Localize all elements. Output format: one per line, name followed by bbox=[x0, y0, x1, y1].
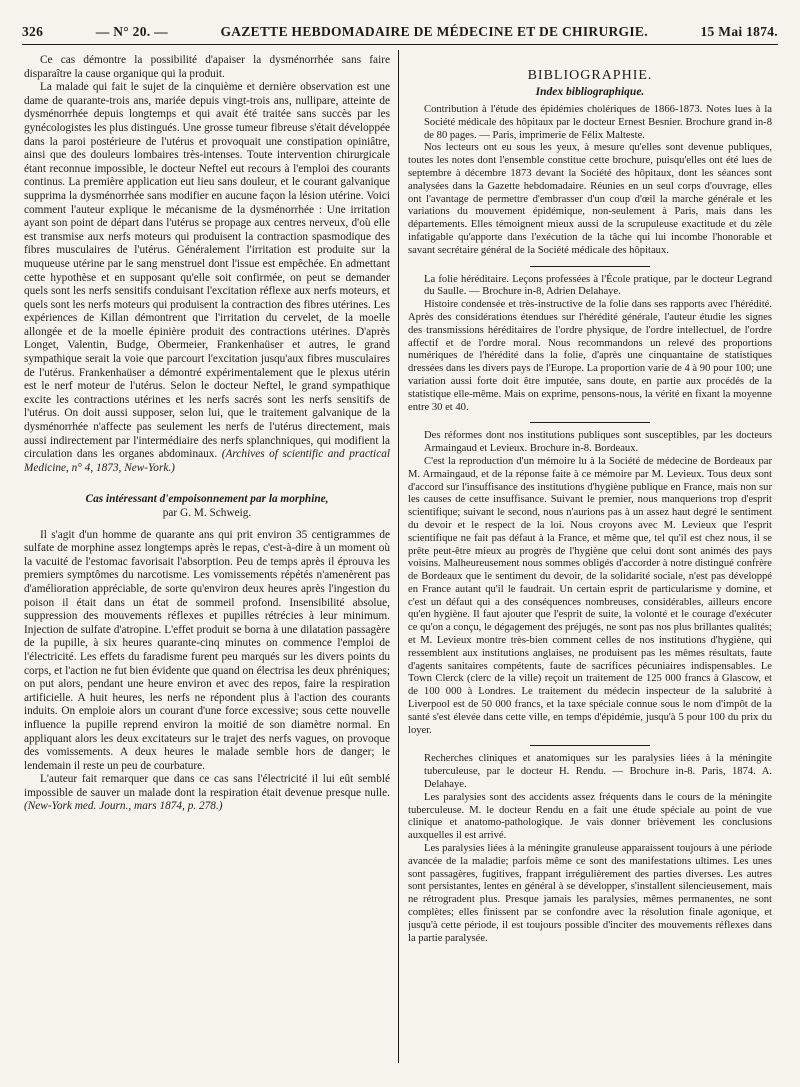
entry-body: Histoire condensée et très-instructive de la folie dans ses rapports avec l'hérédité. Après des considérations étendues sur l'hérédité générale, l'auteur étudie les signes des transmissions héréditaires de l'ordre physique, de l'ordre intellectuel, de l'ordre affectif et de l'ordre moral. Nous recommandons un relevé des proportions numériques de l'hérédité dans la folie, d'après une cinquantaine de statistiques dressées dans les divers pays de l'Europe. La proportion varie de 4 à 90 pour 100; une variation aussi forte doit être imputée, sans doute, en partie aux procédés de la statistique elle-même. Mais on exprime, pensons-nous, la vérité en fixant la moyenne entre 30 et 40. bbox=[408, 299, 772, 413]
entry-body: Les paralysies sont des accidents assez fréquents dans le cours de la méningite tuberculeuse. M. le docteur Rendu en a fait une étude spéciale au point de vue clinique et anatomo-pathologique. Je vais donner brièvement les conclusions auxquelles il est arrivé. bbox=[408, 791, 772, 842]
paragraph-text: L'auteur fait remarquer que dans ce cas sans l'électricité il lui eût semblé impossible de sauver un malade dont la respiration était devenue presque nulle. bbox=[24, 773, 390, 799]
entry-heading: Des réformes dont nos institutions publiques sont susceptibles, par les docteurs Armaingaud et Levieux. Brochure in-8. Bordeaux. bbox=[424, 430, 772, 455]
entry-body: Les paralysies liées à la méningite granuleuse apparaissent toujours à une période avancée de la maladie; parfois même ce sont des manifestations ultimes. Les unes sont passagères, fugitives, frappant irrégulièrement des parties diverses. Les autres sont persistantes, lentes en général à se développer, s'installent silencieusement, mais ne rétrogradent plus. Presque jamais les paralysies, mêmes permanentes, ne sont complètes; elles finissent par se confondre avec la résolution finale agonique, et jusqu'à cette période, il est toujours possible d'inciter des mouvements réflexes dans la partie paralysée. bbox=[408, 843, 772, 944]
paragraph: Ce cas démontre la possibilité d'apaiser la dysménorrhée sans faire disparaître la cause organique qui la produit. bbox=[24, 54, 390, 80]
section-title: BIBLIOGRAPHIE. bbox=[527, 68, 653, 83]
paragraph bbox=[24, 773, 390, 814]
entry-heading: Recherches cliniques et anatomiques sur les paralysies liées à la méningite tuberculeuse, par le docteur H. Rendu. — Brochure in-8. Paris, 1874. A. Delahaye. bbox=[424, 753, 772, 791]
entry-body: Nos lecteurs ont eu sous les yeux, à mesure qu'elles sont devenue publiques, toutes les notes dont l'ensemble constitue cette brochure, puisqu'elles ont été lues de septembre à décembre 1873 devant la Société des hôpitaux, dont les séances sont analysées dans la Gazette hebdomadaire. Réunies en un seul corps d'ouvrage, elles ont l'avantage de permettre d'embrasser d'un coup d'œil la marche générale et les variations du mouvement épidémique, non-seulement à Paris, mais dans les départements. Elles témoignent mieux aussi de la scrupuleuse exactitude et du zèle infatigable qu'apporte dans l'exécution de la tâche qui lui incombe l'honorable et savant secrétaire général de la Société médicale des hôpitaux. bbox=[408, 142, 772, 256]
column-divider bbox=[398, 50, 399, 1063]
entry-heading: Contribution à l'étude des épidémies cholériques de 1866-1873. Notes lues à la Société médicale des hôpitaux par le docteur Ernest Besnier. Brochure grand in-8 de 80 pages. — Paris, imprimerie de Félix Malteste. bbox=[424, 104, 772, 141]
issue-number: — N° 20. — bbox=[95, 24, 168, 39]
entry-heading: La folie héréditaire. Leçons professées à l'École pratique, par le docteur Legrand du Saulle. — Brochure in-8, Adrien Delahaye. bbox=[424, 273, 772, 298]
left-column bbox=[24, 54, 390, 1069]
article-title: Cas intéressant d'empoisonnement par la morphine, bbox=[85, 493, 329, 506]
paragraph: Il s'agit d'un homme de quarante ans qui prit environ 35 centigrammes de sulfate de morphine assez longtemps après le repas, c'est-à-dire à un moment où la vacuité de l'estomac favorisait l'absorption. Peu de temps après il éprouva les premiers symptômes du narcotisme. Les vomissements répétés n'amenèrent pas d'amélioration appréciable, de sorte qu'environ deux heures après l'ingestion du poison il était dans un état de sommeil profond. Insensibilité absolue, suppression des mouvements réflexes et pupilles rétrécies à leur minimum. Injection de sulfate d'atropine. L'effet produit se borna à une dilatation passagère de la pupille, à six heures quarante-cinq minutes on commence l'emploi de l'électricité. Les effets du faradisme furent peu marqués sur les divers points du corps, et l'action ne fut bien évidente que quand on électrisa les deux phréniques; on put alors, pendant une heure environ et avec des repos, faire la respiration artificielle. A huit heures, les nerfs ne répondent plus à l'action des courants induits. On emploie alors un courant d'une force excessive; sous cette nouvelle influence la pupille reprend environ la moitié de son diamètre normal. En appliquant alors les deux excitateurs sur le trajet des nerfs vagues, on provoque des vomissements. A deux heures le malade semble hors de danger; le lendemain il reste un peu de courbature. bbox=[24, 528, 390, 772]
issue-date: 15 Mai 1874. bbox=[700, 24, 778, 39]
reference: (New-York med. Journ., mars 1874, p. 278.) bbox=[24, 800, 223, 813]
header-rule bbox=[22, 44, 778, 45]
right-column bbox=[408, 54, 772, 1069]
article-author: par G. M. Schweig. bbox=[162, 507, 252, 519]
entry-separator bbox=[530, 422, 650, 423]
paragraph-text: La malade qui fait le sujet de la cinquième et dernière observation est une dame de quarante-trois ans, mariée depuis vingt-trois ans, nullipare, atteinte de dysménorrhée depuis longtemps et qui avait été traitée sans succès par les gynécologistes les plus distingués. Une grosse tumeur fibreuse s'était développée dans la paroi postérieure de l'utérus et provoquait une constipation opiniâtre, ainsi que des douleurs lombaires très-intenses. Toute intervention chirurgicale étant reconnue impossible, le docteur Neftel eut recours à l'emploi des courants continus. La première application eut lieu sans douleur, et le courant galvanique supprima la dysménorrhée sans modifier en aucune façon la lésion utérine. Voici comment l'auteur explique le mécanisme de la dysménorrhée : Une irritation ayant son point de départ dans l'utérus se propage aux centres nerveux, d'où elle est transmise aux nerfs moteurs qui produisent la contraction spasmodique des fibres musculaires de l'utérus. Généralement l'irritation est produite sur la muqueuse utérine par le sang menstruel dont l'issue est empêchée. En admettant cette hypothèse et en supposant qu'elle soit confirmée, on peut se demander quels sont les nerfs sensitifs conduisant l'excitation réflexe aux nerfs moteurs, et quels sont les nerfs moteurs qui produisent la contraction des fibres utérines. Les expériences de Killan démontrent que l'irritation du cervelet, de la moelle allongée et de la moelle épinière produit des contractions utérines. D'après Longet, Valentin, Budge, Obermeier, Frankenhaüser et autres, le grand sympathique serait la voie que parcourt l'excitation jusqu'aux fibres musculaires de l'utérus. Frankenhaüser a démontré expérimentalement que le plexus utérin est le nerf moteur de l'utérus. Selon le docteur Neftel, le grand sympathique excite les contractions utérines et les nerfs sacrés sont les nerfs sensitifs de l'utérus. On doit aussi supposer, selon lui, que le traitement galvanique de la dysménorrhée n'affecte pas seulement les nerfs de l'utérus directement, mais aussi indirectement par l'intermédiaire des nerfs splanchniques, qui modifient la circulation dans les organes abdominaux. bbox=[24, 81, 390, 461]
entry-separator bbox=[530, 266, 650, 267]
section-subtitle: Index bibliographique. bbox=[535, 86, 645, 98]
journal-title: GAZETTE HEBDOMADAIRE DE MÉDECINE ET DE CHIRURGIE. bbox=[220, 24, 648, 39]
page-number: 326 bbox=[22, 24, 44, 39]
page-header bbox=[22, 24, 778, 42]
entry-body: C'est la reproduction d'un mémoire lu à la Société de médecine de Bordeaux par M. Armaingaud, et de la réponse faite à ce mémoire par M. Levieux. Tous deux sont d'accord sur l'insuffisance des institutions d'hygiène publique en France, mais non sur les causes de cette insuffisance. Suivant le premier, nous manquerions trop d'esprit scientifique; suivant le second, nous n'aurions pas à un assez haut degré le sentiment du devoir et le respect de la loi. Nous croyons avec M. Levieux que l'esprit scientifique ne fait pas défaut à la France, et même que, tel qu'il est chez nous, il se prête peut-être mieux au progrès de l'hygiène que celui dont sont animés des pays voisins. Malheureusement nous sommes obligés d'accorder à notre distingué confrère de Bordeaux que le sentiment du devoir, de la solidarité sociale, n'est pas développé en France autant qu'il le faudrait. Un certain esprit de particularisme y domine, et c'est un défaut qui a des conséquences nombreuses, considérables, ailleurs encore qu'en hygiène. Il faut ajouter que l'esprit de suite, la volonté et le courage d'exécuter ce qu'on a conçu, le dégagement des préjugés, ne sont pas nos plus brillantes qualités; et M. Levieux montre très-bien comment celles de nos institutions d'hygiène, qui ressemblent aux institutions anglaises, ne produisent pas les mêmes résultats, faute d'agents sanitaires compétents, faute de sacrifices pécuniaires indispensables. Le Town Clerck (clerc de la ville) reçoit un traitement de 125 000 francs à Glascow, et de 100 000 à Londres. Le traitement du médecin inspecteur de la salubrité à Liverpool est de 50 000 francs, et la taxe spéciale connue sous le nom d'impôt de la santé s'est élevée dans cette ville, en temps d'épidémie, jusqu'à 5 pour 100 du prix du loyer. bbox=[408, 455, 772, 736]
entry-separator bbox=[530, 745, 650, 746]
reference: (Archives of scientific and practical Medicine, n° 4, 1873, New-York.) bbox=[24, 448, 390, 474]
paragraph bbox=[24, 81, 390, 475]
